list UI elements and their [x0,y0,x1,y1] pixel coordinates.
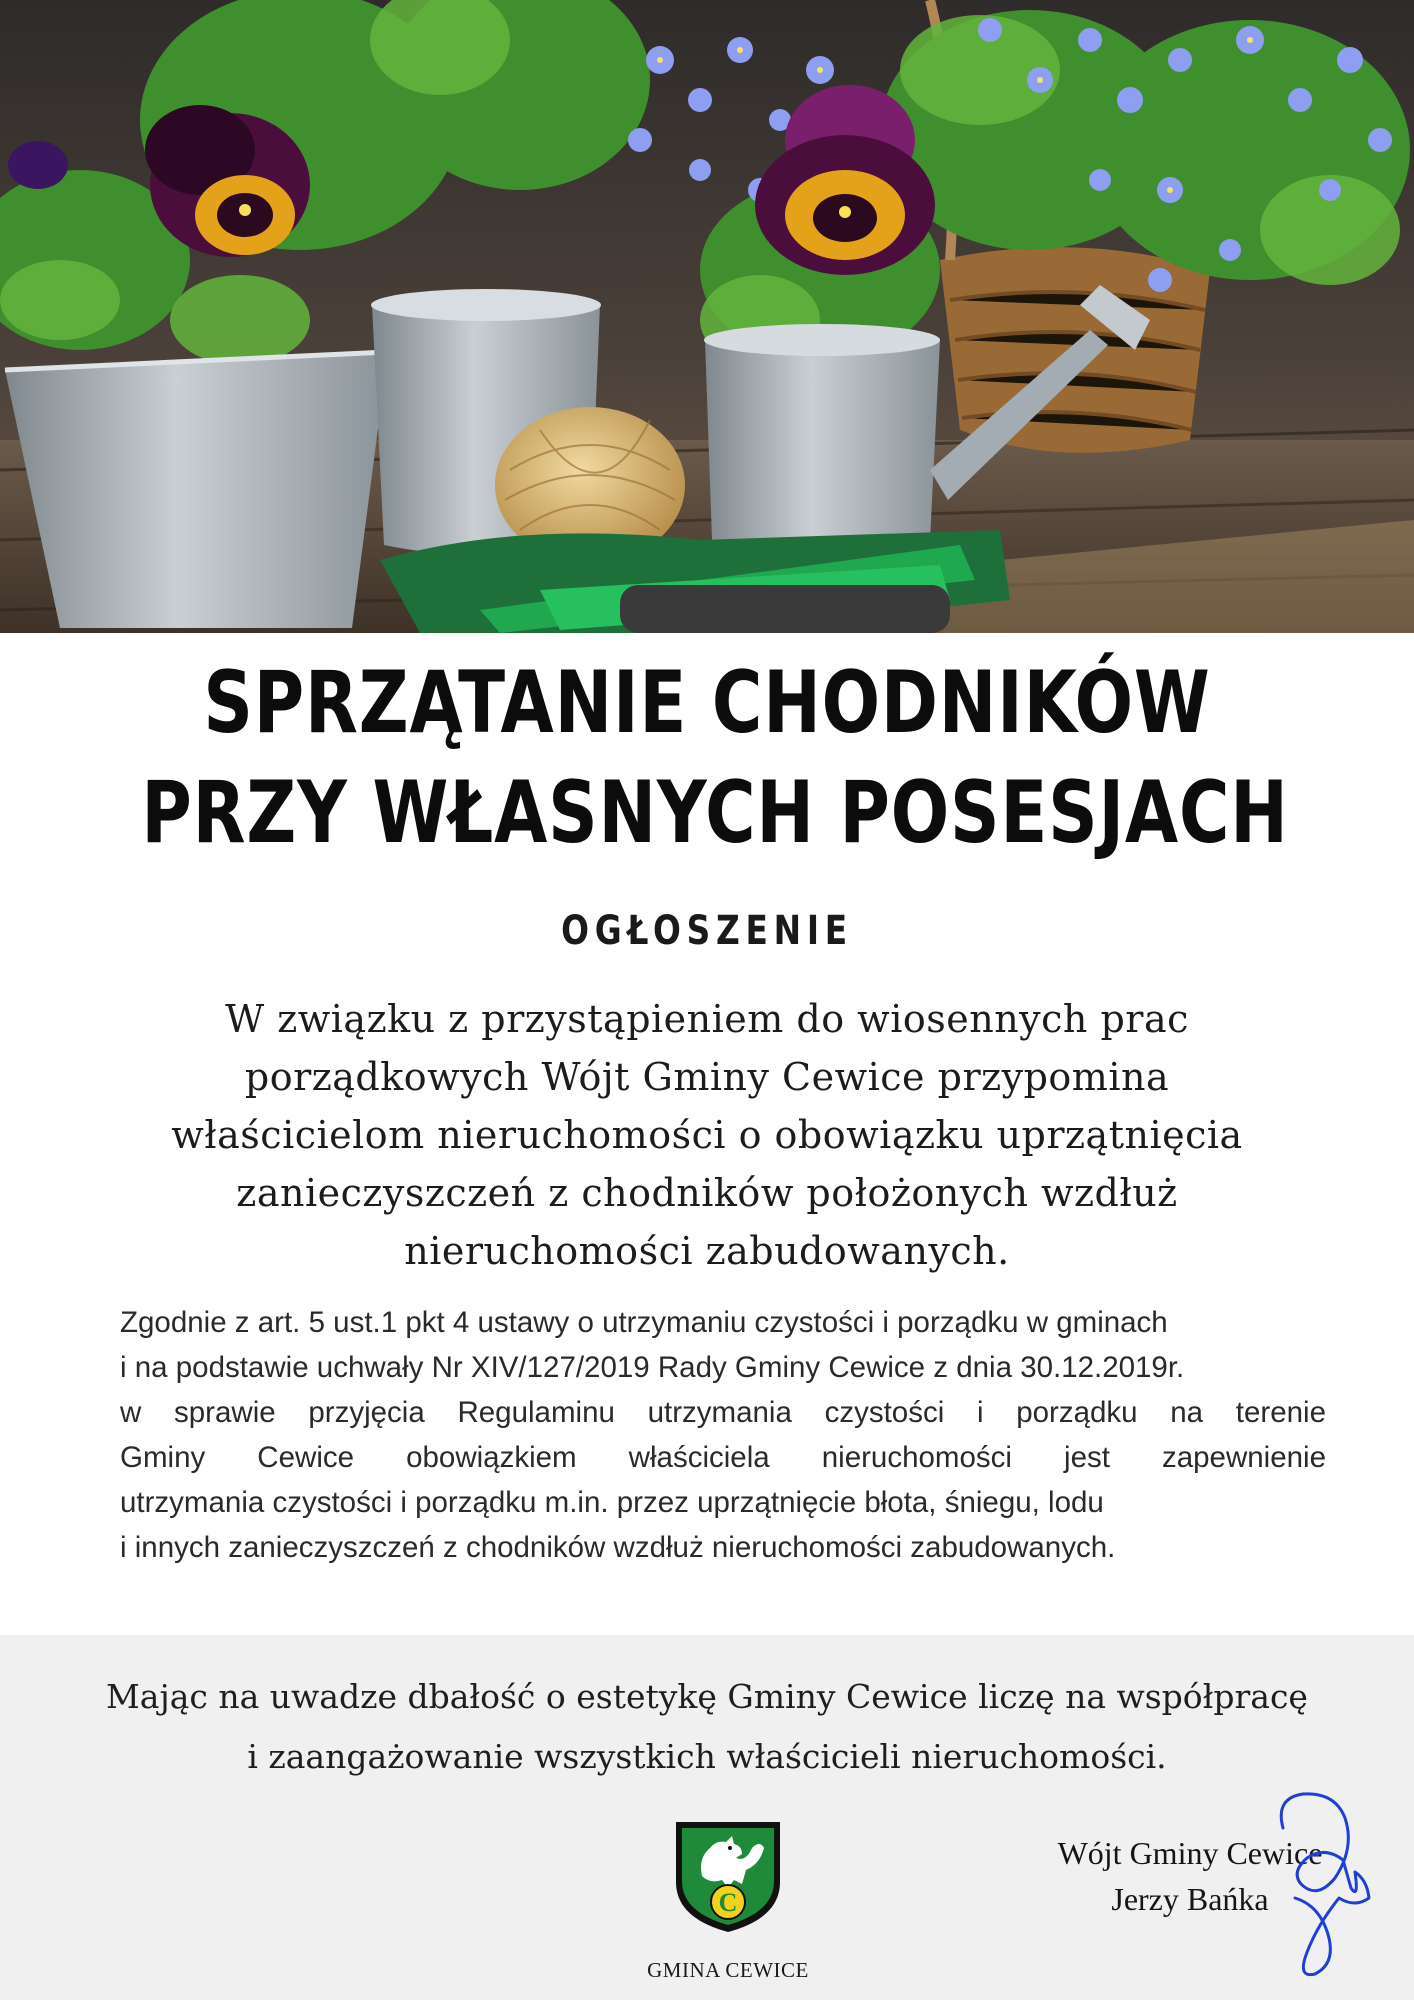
body-line: i na podstawie uchwały Nr XIV/127/2019 Rady Gminy Cewice z dnia 30.12.2019r. [120,1351,1185,1384]
griffin-crest-icon [672,1818,784,1936]
closing-line-2: i zaangażowanie wszystkich właścicieli nieruchomości. [247,1737,1167,1776]
signatory-name: Jerzy Bańka [1111,1881,1269,1917]
lead-line: W związku z przystąpieniem do wiosennych prac [225,997,1189,1041]
title-line-1: SPRZĄTANIE CHODNIKÓW [203,653,1211,753]
signatory-title: Wójt Gminy Cewice [1057,1835,1323,1871]
garden-flowers-photo-icon [0,0,1414,633]
lead-line: nieruchomości zabudowanych. [404,1229,1010,1273]
legal-basis-paragraph [120,1300,1326,1570]
lead-line: właścicielom nieruchomości o obowiązku uprzątnięcia [171,1113,1243,1157]
body-line: utrzymania czystości i porządku m.in. przez uprzątnięcie błota, śniegu, lodu [120,1486,1104,1519]
handwritten-signature-icon [1255,1788,1375,1984]
gmina-crest-logo [672,1818,784,1936]
closing-line-1: Mając na uwadze dbałość o estetykę Gminy Cewice liczę na współpracę [106,1677,1308,1716]
crest-letter: C [718,1888,738,1917]
body-line: w sprawie przyjęcia Regulaminu utrzymania czystości i porządku na terenie [120,1396,1326,1429]
page-title [0,648,1414,868]
closing-paragraph [80,1667,1334,1787]
hero-photo [0,0,1414,633]
body-line: i innych zanieczyszczeń z chodników wzdłuż nieruchomości zabudowanych. [120,1531,1116,1564]
lead-line: porządkowych Wójt Gminy Cewice przypomina [244,1055,1170,1099]
lead-paragraph [110,990,1304,1280]
lead-line: zanieczyszczeń z chodników położonych wzdłuż [236,1171,1178,1215]
body-line: Zgodnie z art. 5 ust.1 pkt 4 ustawy o utrzymaniu czystości i porządku w gminach [120,1306,1168,1339]
announcement-label: OGŁOSZENIE [561,908,853,954]
body-line: Gminy Cewice obowiązkiem właściciela nieruchomości jest zapewnienie [120,1441,1326,1474]
crest-caption: GMINA CEWICE [647,1958,809,1982]
title-line-2: PRZY WŁASNYCH POSESJACH [141,763,1289,863]
